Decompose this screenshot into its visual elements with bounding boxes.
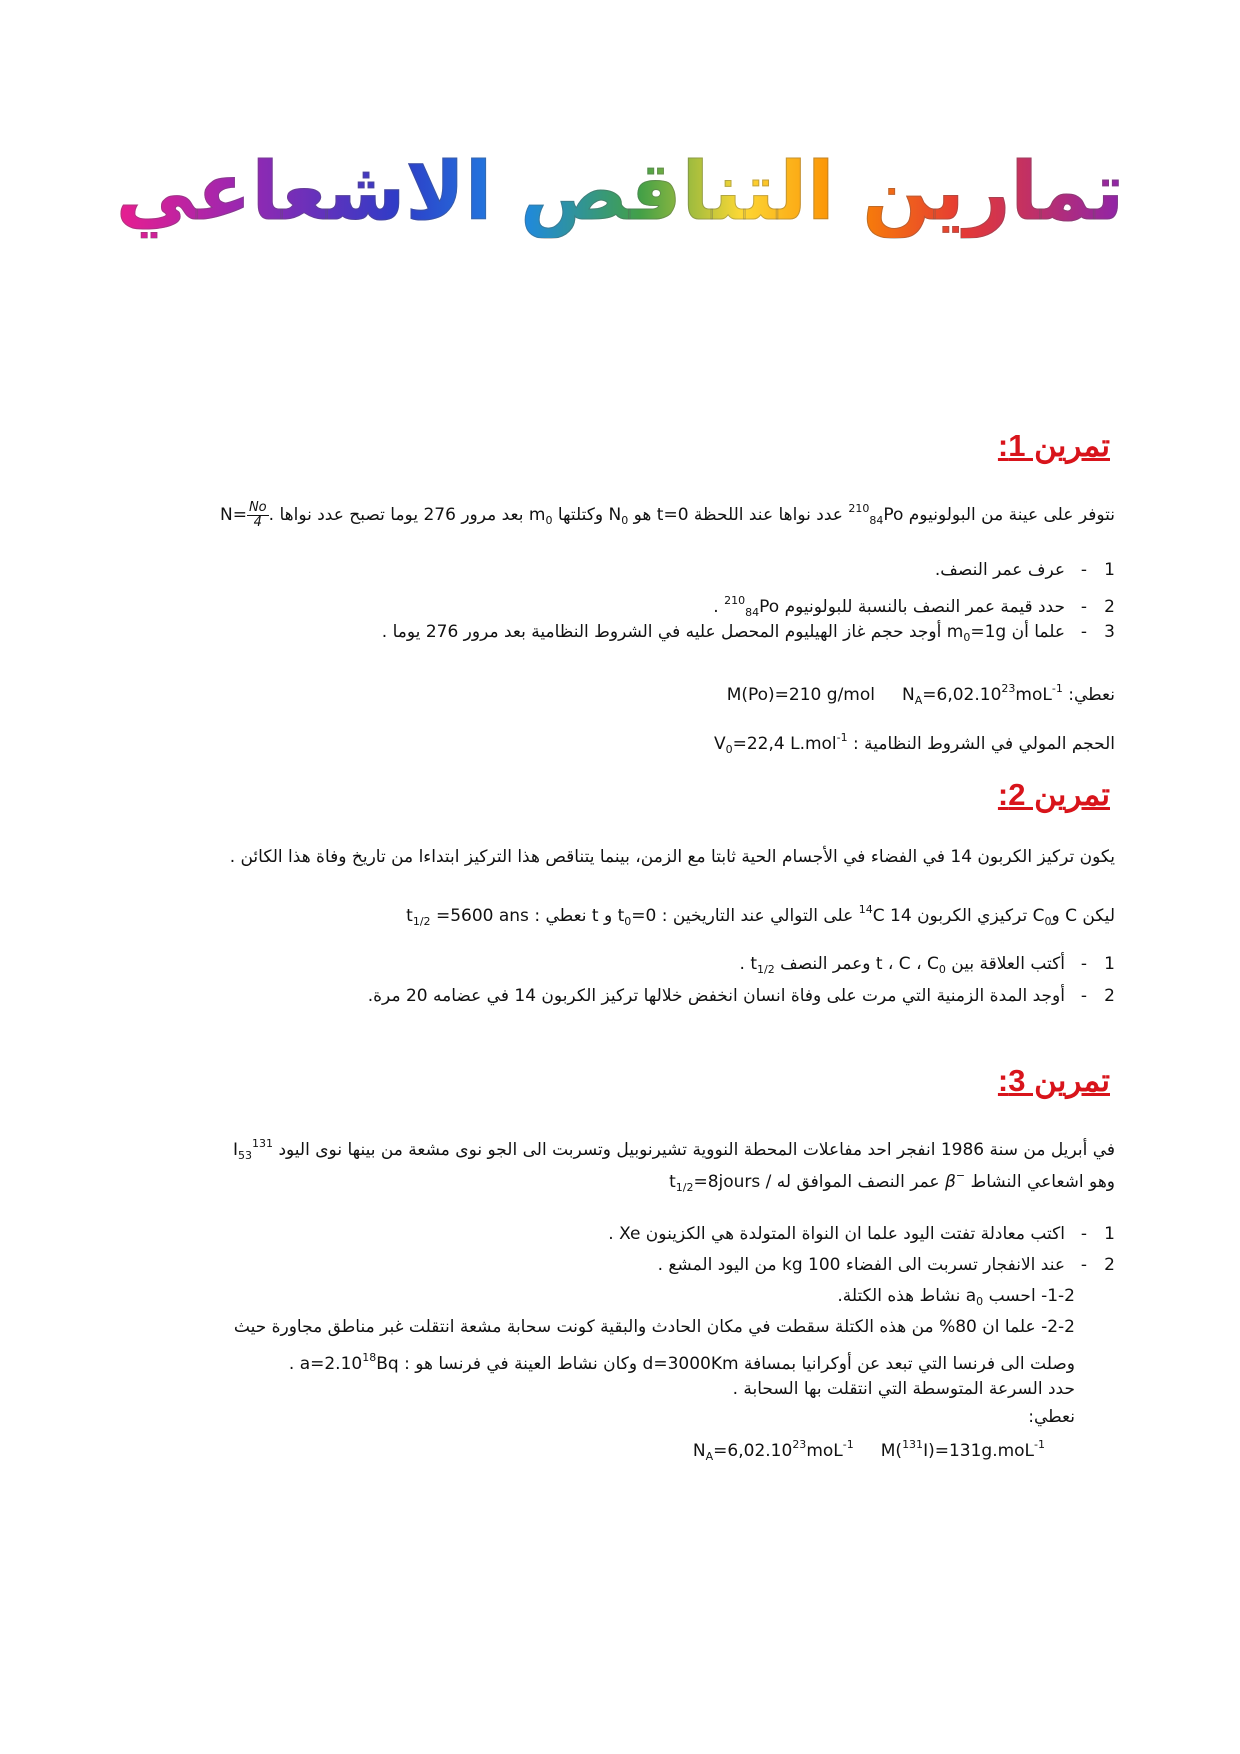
exercise-3-question-2-1: 1-2- احسب $a_0$ نشاط هذه الكتلة. xyxy=(837,1286,1075,1308)
exercise-2-definitions: ليكن C وC$_0$ تركيزي الكربون 14 $^{14}$C على التوالي عند التاريخين : $t_0=0$ و t نعطي : $t_{1/2} =5600$ ans xyxy=(406,903,1115,928)
exercise-3-intro-1: في أبريل من سنة 1986 انفجر احد مفاعلات المحطة النووية تشيرنوبيل وتسربت الى الجو نوى مشعة من بينها نوى اليود $I_{53}^{131}$ xyxy=(233,1137,1115,1162)
exercise-3-question-1: 1-اكتب معادلة تفتت اليود علما ان النواة المتولدة هي الكزينون Xe . xyxy=(608,1224,1115,1244)
exercise-3-given-label: نعطي: xyxy=(1028,1407,1075,1427)
exercise-1-given: نعطي: M(Po)=210 g/mol $N_A=6,02.10^{23}moL^{-1}$ xyxy=(726,682,1115,707)
exercise-3-question-2-2-ask: حدد السرعة المتوسطة التي انتقلت بها السحابة . xyxy=(732,1379,1075,1399)
exercise-2-question-2: 2-أوجد المدة الزمنية التي مرت على وفاة انسان انخفض خلالها تركيز الكربون 14 في عضامه 20 مرة. xyxy=(367,986,1115,1006)
exercise-1-question-1: 1-عرف عمر النصف. xyxy=(934,560,1115,580)
page-title: تمارين التناقص الاشعاعي xyxy=(115,145,1125,238)
exercise-2-question-1: 1-أكتب العلاقة بين t ، C ، $C_0$ وعمر النصف $t_{1/2}$ . xyxy=(739,954,1115,976)
exercise-3-given-values: $N_A=6,02.10^{23}moL^{-1}$ M($^{131}$I)=131g.moL$^{-1}$ xyxy=(692,1438,1045,1463)
exercise-2-heading: تمرين 2: xyxy=(997,777,1110,812)
exercise-3-question-2-2-cont: وصلت الى فرنسا التي تبعد عن أوكرانيا بمسافة d=3000Km وكان نشاط العينة في فرنسا هو : $a=2.10^{18}Bq$ . xyxy=(288,1351,1075,1374)
exercise-1-heading: تمرين 1: xyxy=(997,428,1110,463)
title-block xyxy=(0,145,1240,238)
exercise-3-heading: تمرين 3: xyxy=(997,1063,1110,1098)
exercise-2-intro: يكون تركيز الكربون 14 في الفضاء في الأجسام الحية ثابتا مع الزمن، بينما يتناقص هذا التركيز ابتداءا من تاريخ وفاة هذا الكائن . xyxy=(229,847,1115,867)
exercise-3-question-2: 2-عند الانفجار تسربت الى الفضاء 100 kg من اليود المشع . xyxy=(657,1255,1115,1275)
exercise-3-question-2-2: 2-2- علما ان 80% من هذه الكتلة سقطت في مكان الحادث والبقية كونت سحابة مشعة انتقلت غبر مناطق مجاورة حيث xyxy=(233,1317,1075,1337)
exercise-1-question-2: 2-حدد قيمة عمر النصف بالنسبة للبولونيوم $^{210}_{84}$Po . xyxy=(713,594,1115,619)
exercise-3-intro-2: وهو اشعاعي النشاط β− عمر النصف الموافق له / $t_{1/2}=8jours$ xyxy=(669,1169,1115,1194)
exercise-1-intro: نتوفر على عينة من البولونيوم $^{210}_{84}$Po عدد نواها عند اللحظة t=0 هو $N_0$ وكتلتها $m_0$ بعد مرور 276 يوما تصبح عدد نواها N= $\frac{No}{4}$ . xyxy=(219,499,1115,530)
exercise-1-molar-volume: الحجم المولي في الشروط النظامية : $V_0=22,4$ L.mol$^{-1}$ xyxy=(713,731,1115,756)
exercise-1-question-3: 3-علما أن $m_0=1g$ أوجد حجم غاز الهيليوم المحصل عليه في الشروط النظامية بعد مرور 276 يوما . xyxy=(381,622,1115,644)
